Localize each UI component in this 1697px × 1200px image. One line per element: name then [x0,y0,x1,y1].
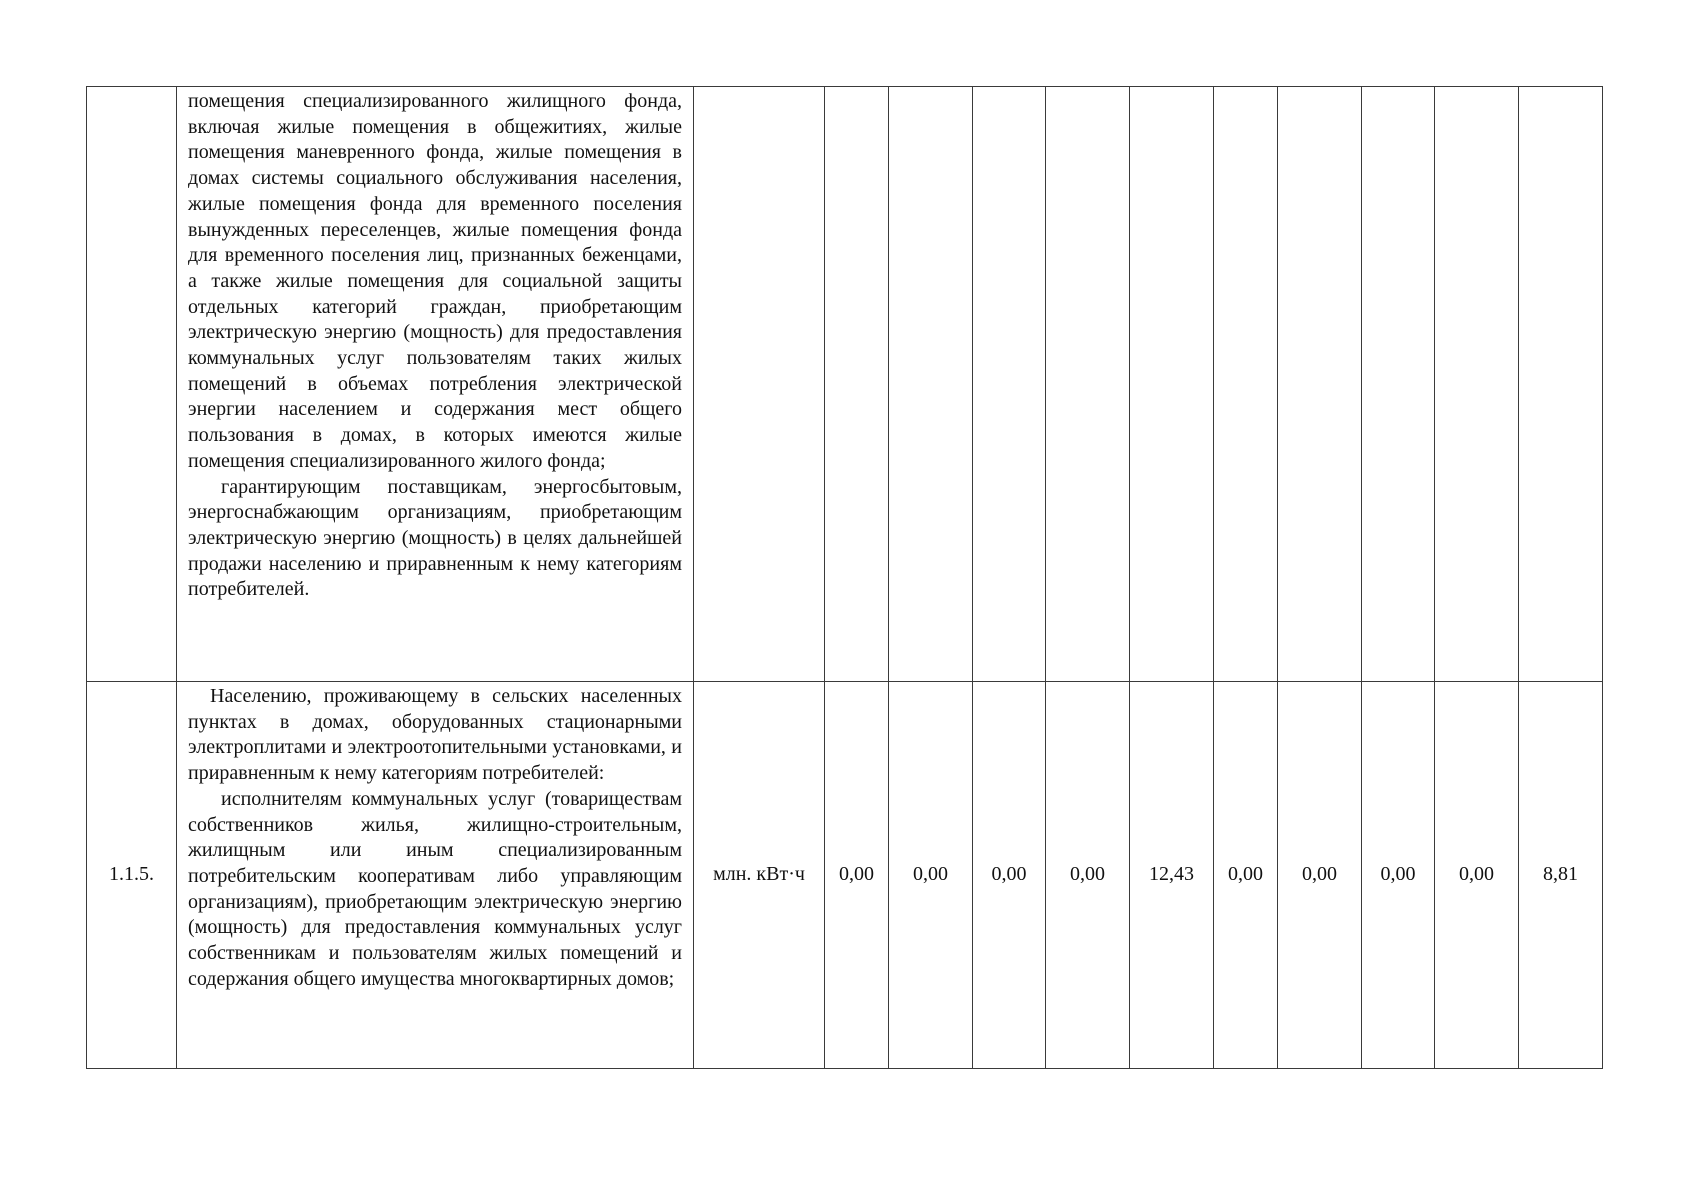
value-cell [1214,87,1278,682]
value-cell [1130,87,1214,682]
table-row [87,682,1603,1069]
description-paragraph: исполнителям коммунальных услуг (товариществам собственников жилья, жилищно-строительным, жилищным или иным специализированным потребительским кооперативам либо управляющим организациям), приобретающим электрическую энергию (мощность) для предоставления коммунальных услуг собственникам и пользователям жилых помещений и содержания общего имущества многоквартирных домов; [188,787,682,990]
value-cell: 0,00 [1362,682,1435,1069]
value-cell [1519,87,1603,682]
row-number-cell [87,87,177,682]
description-cell [177,682,694,1069]
value-cell: 0,00 [1278,682,1362,1069]
value-cell: 0,00 [1435,682,1519,1069]
value-cell [825,87,889,682]
value-cell [1278,87,1362,682]
value-cell [1362,87,1435,682]
description-paragraph: Населению, проживающему в сельских населенных пунктах в домах, оборудованных стационарными электроплитами и электроотопительными установками, и приравненным к нему категориям потребителей: [188,685,682,785]
value-cell: 0,00 [1214,682,1278,1069]
row-number-cell: 1.1.5. [87,682,177,1069]
value-cell: 12,43 [1130,682,1214,1069]
value-cell [1435,87,1519,682]
value-cell: 8,81 [1519,682,1603,1069]
tariff-volume-table [86,86,1603,1069]
value-cell [889,87,973,682]
value-cell: 0,00 [1046,682,1130,1069]
description-cell [177,87,694,682]
unit-cell: млн. кВт·ч [694,682,825,1069]
value-cell: 0,00 [973,682,1046,1069]
value-cell: 0,00 [825,682,889,1069]
unit-cell [694,87,825,682]
value-cell [1046,87,1130,682]
value-cell [973,87,1046,682]
description-paragraph: гарантирующим поставщикам, энергосбытовым, энергоснабжающим организациям, приобретающим электрическую энергию (мощность) в целях дальнейшей продажи населению и приравненным к нему категориям потребителей. [188,475,682,601]
table-row [87,87,1603,682]
description-paragraph: помещения специализированного жилищного фонда, включая жилые помещения в общежитиях, жилые помещения маневренного фонда, жилые помещения в домах системы социального обслуживания населения, жилые помещения фонда для временного поселения вынужденных переселенцев, жилые помещения фонда для временного поселения лиц, признанных беженцами, а также жилые помещения для социальной защиты отдельных категорий граждан, приобретающим электрическую энергию (мощность) для предоставления коммунальных услуг пользователям таких жилых помещений в объемах потребления электрической энергии населением и содержания мест общего пользования в домах, в которых имеются жилые помещения специализированного жилого фонда; [188,90,682,472]
value-cell: 0,00 [889,682,973,1069]
